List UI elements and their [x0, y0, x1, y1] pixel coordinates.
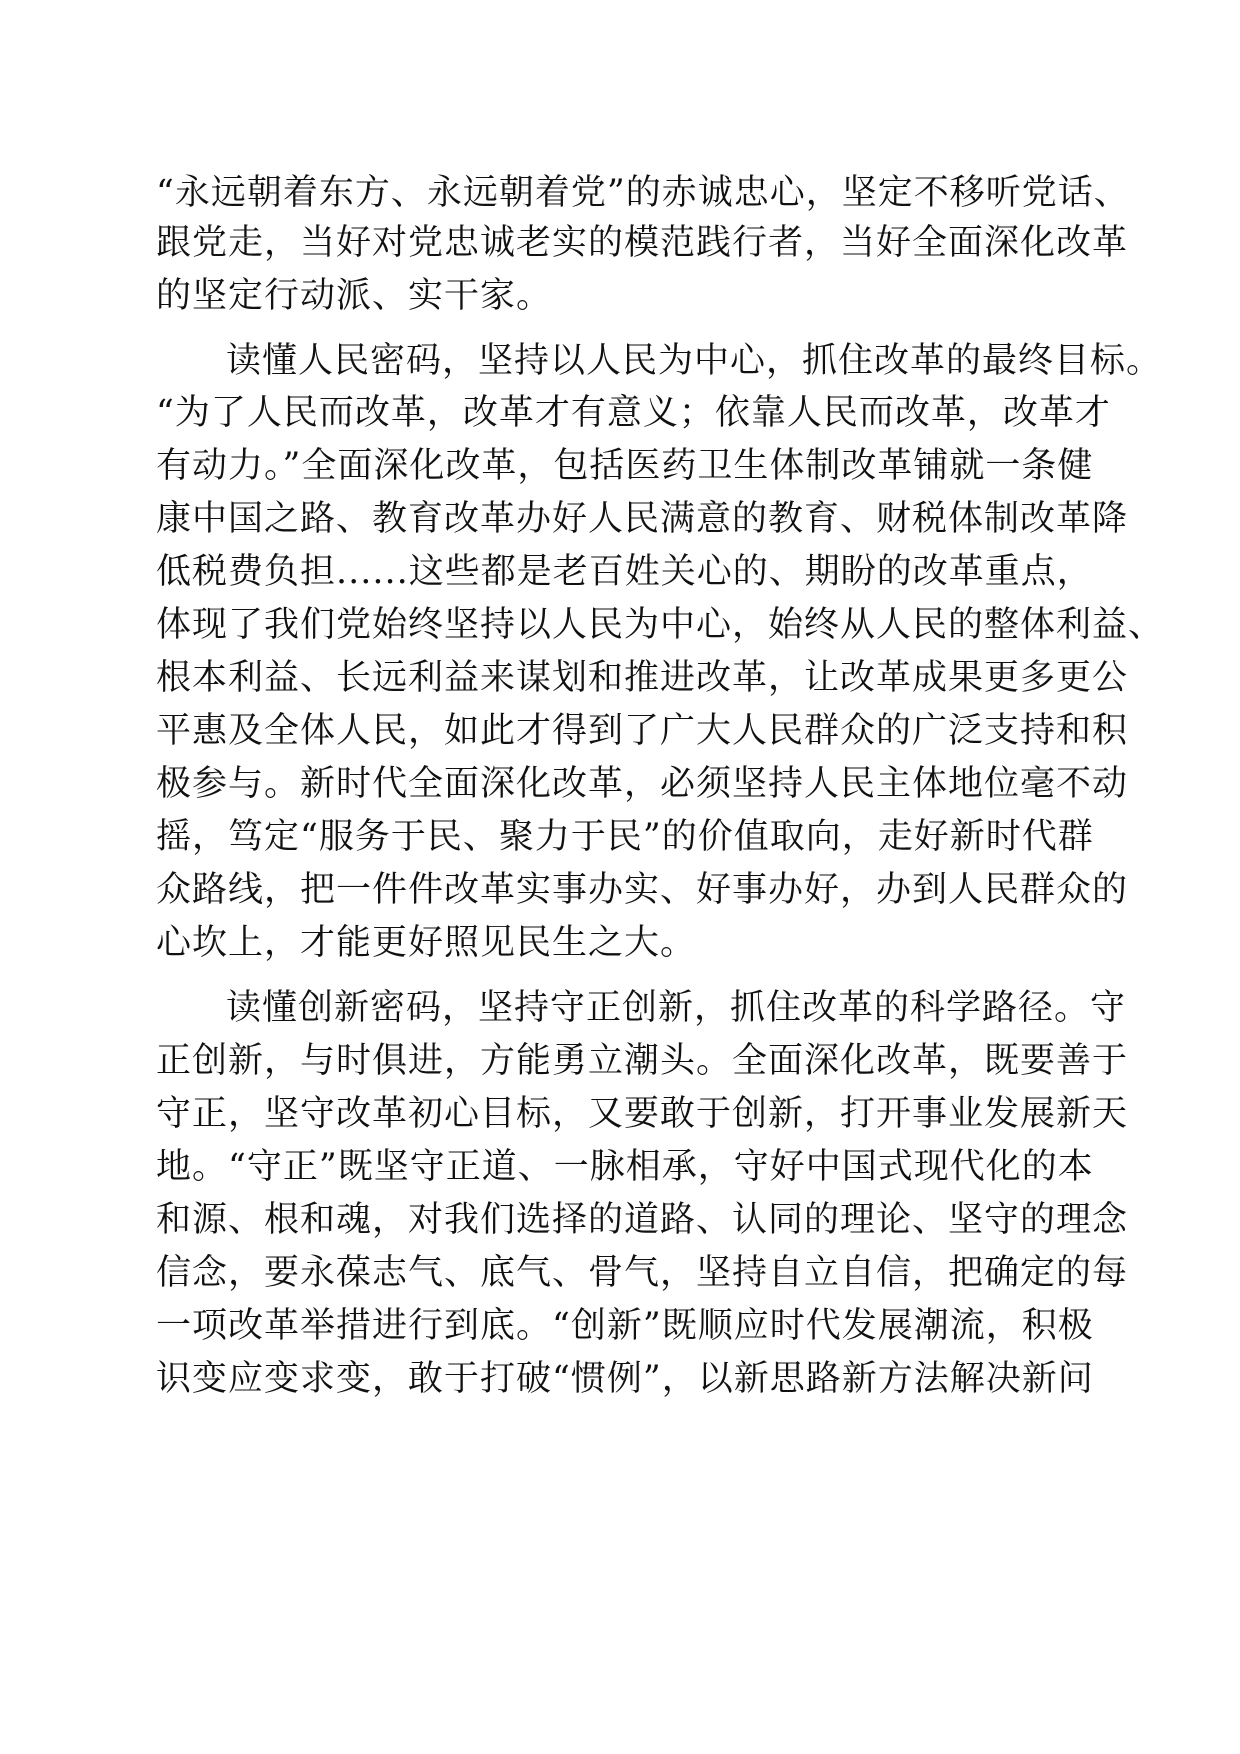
text-line: 和源、根和魂，对我们选择的道路、认同的理论、坚守的理念 — [156, 1200, 1129, 1240]
text-line: 有动力。”全面深化改革，包括医药卫生体制改革铺就一条健 — [156, 446, 1094, 486]
text-line: 正创新，与时俱进，方能勇立潮头。全面深化改革，既要善于 — [156, 1041, 1129, 1081]
text-line: 极参与。新时代全面深化改革，必须坚持人民主体地位毫不动 — [156, 764, 1129, 804]
text-line: 众路线，把一件件改革实事办实、好事办好，办到人民群众的 — [156, 870, 1129, 910]
text-line: 的坚定行动派、实干家。 — [156, 276, 553, 316]
text-line: 低税费负担......这些都是老百姓关心的、期盼的改革重点， — [156, 552, 1093, 592]
paragraph-first-line: 读懂创新密码，坚持守正创新，抓住改革的科学路径。守 — [226, 988, 1127, 1028]
text-line: 摇，笃定“服务于民、聚力于民”的价值取向，走好新时代群 — [156, 817, 1094, 857]
text-line: 地。“守正”既坚守正道、一脉相承，守好中国式现代化的本 — [156, 1147, 1094, 1187]
text-line: 跟党走，当好对党忠诚老实的模范践行者，当好全面深化改革 — [156, 223, 1129, 263]
text-line: 心坎上，才能更好照见民生之大。 — [156, 923, 697, 963]
text-line: “永远朝着东方、永远朝着党”的赤诚忠心，坚定不移听党话、 — [156, 173, 1130, 213]
text-line: 根本利益、长远利益来谋划和推进改革，让改革成果更多更公 — [156, 658, 1129, 698]
text-line: 信念，要永葆志气、底气、骨气，坚持自立自信，把确定的每 — [156, 1253, 1129, 1293]
text-line: 守正，坚守改革初心目标，又要敢于创新，打开事业发展新天 — [156, 1094, 1129, 1134]
text-line: 一项改革举措进行到底。“创新”既顺应时代发展潮流，积极 — [156, 1306, 1094, 1346]
paragraph-first-line: 读懂人民密码，坚持以人民为中心，抓住改革的最终目标。 — [226, 341, 1163, 381]
text-line: “为了人民而改革，改革才有意义；依靠人民而改革，改革才 — [156, 393, 1111, 433]
text-line: 识变应变求变，敢于打破“惯例”，以新思路新方法解决新问 — [156, 1359, 1094, 1399]
text-line: 体现了我们党始终坚持以人民为中心，始终从人民的整体利益、 — [156, 605, 1165, 645]
text-line: 平惠及全体人民，如此才得到了广大人民群众的广泛支持和积 — [156, 711, 1129, 751]
text-line: 康中国之路、教育改革办好人民满意的教育、财税体制改革降 — [156, 499, 1129, 539]
